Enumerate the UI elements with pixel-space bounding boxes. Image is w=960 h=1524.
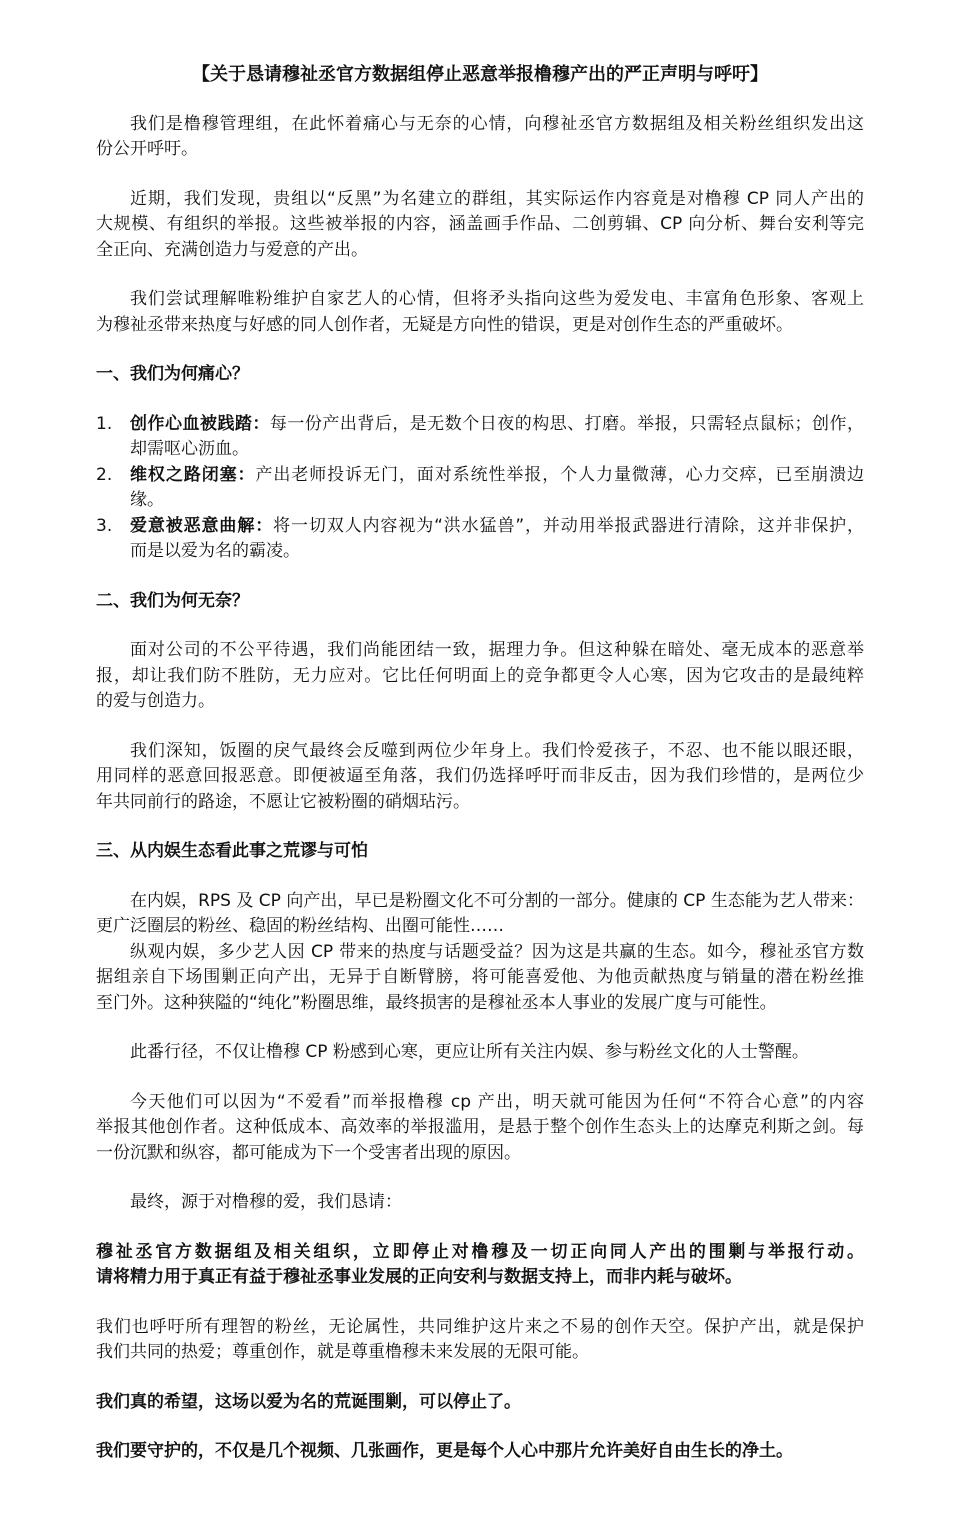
text-line: 年共同前行的路途，不愿让它被粉圈的硝烟玷污。 — [96, 791, 470, 812]
text-line: 一、我们为何痛心？ — [96, 364, 249, 384]
text-line: 为穆祉丞带来热度与好感的同人创作者，无疑是方向性的错误，更是对创作生态的严重破坏。 — [96, 314, 793, 335]
text-line: 我们真的希望，这场以爱为名的荒诞围剿，可以停止了。 — [96, 1391, 521, 1412]
section-heading — [96, 362, 864, 388]
text-line: 却需呕心沥血。 — [130, 439, 249, 459]
text-line: 我们尝试理解唯粉维护自家艺人的心情，但将矛头指向这些为爱发电、丰富角色形象、客观上 — [130, 289, 864, 309]
text-line: 我们深知，饭圈的戾气最终会反噬到两位少年身上。我们怜爱孩子，不忍、也不能以眼还眼， — [130, 740, 864, 761]
paragraph — [96, 889, 864, 940]
text-line: 此番行径，不仅让橹穆 CP 粉感到心寒，更应让所有关注内娱、参与粉丝文化的人士警醒。 — [130, 1042, 809, 1062]
list-number: 3. — [96, 515, 113, 536]
text-line: 我们是橹穆管理组，在此怀着痛心与无奈的心情，向穆祉丞官方数据组及相关粉丝组织发出这 — [130, 113, 864, 134]
paragraph — [96, 187, 864, 264]
text-line — [130, 514, 864, 540]
list-item-text: 将一切双人内容视为“洪水猛兽”，并动用举报武器进行清除，这并非保护， — [273, 515, 864, 536]
paragraph — [96, 638, 864, 715]
list-item-text: 产出老师投诉无门，面对系统性举报，个人力量微薄，心力交瘁，已至崩溃边 — [255, 464, 865, 485]
paragraph — [96, 287, 864, 338]
list-item — [96, 514, 864, 565]
text-line: 的爱与创造力。 — [96, 691, 215, 711]
text-line: 纵观内娱，多少艺人因 CP 带来的热度与话题受益？因为这是共赢的生态。如今，穆祉丞官方数 — [130, 941, 864, 962]
bold-paragraph — [96, 1439, 864, 1465]
list-number: 2. — [96, 464, 113, 485]
text-line: 更广泛圈层的粉丝、稳固的粉丝结构、出圈可能性…… — [96, 916, 504, 936]
text-line: 至门外。这种狭隘的“纯化”粉圈思维，最终损害的是穆祉丞本人事业的发展广度与可能性。 — [96, 992, 777, 1013]
text-line: 请将精力用于真正有益于穆祉丞事业发展的正向安利与数据支持上，而非内耗与破坏。 — [96, 1267, 742, 1287]
text-line: 今天他们可以因为“不爱看”而举报橹穆 cp 产出，明天就可能因为任何“不符合心意”的内容 — [130, 1091, 864, 1112]
text-line: 三、从内娱生态看此事之荒谬与可怕 — [96, 841, 368, 861]
title-text: 【关于恳请穆祉丞官方数据组停止恶意举报橹穆产出的严正声明与呼吁】 — [192, 64, 768, 85]
list-number: 1. — [96, 413, 113, 434]
section-heading — [96, 839, 864, 865]
section-heading — [96, 589, 864, 615]
text-line: 全正向、充满创造力与爱意的产出。 — [96, 239, 368, 260]
text-line: 用同样的恶意回报恶意。即便被逼至角落，我们仍选择呼吁而非反击，因为我们珍惜的，是两位少 — [96, 766, 864, 786]
text-line: 面对公司的不公平待遇，我们尚能团结一致，据理力争。但这种躲在暗处、毫无成本的恶意举 — [130, 640, 864, 660]
list-item — [96, 463, 864, 514]
document-body — [96, 112, 864, 1465]
text-line: 我们也呼吁所有理智的粉丝，无论属性，共同维护这片来之不易的创作天空。保护产出，就是保护 — [96, 1316, 864, 1337]
bold-paragraph — [96, 1390, 864, 1416]
paragraph — [96, 739, 864, 816]
text-line — [130, 463, 864, 489]
list-item-heading: 创作心血被践踏： — [130, 413, 270, 434]
paragraph — [96, 1090, 864, 1167]
text-line: 我们要守护的，不仅是几个视频、几张画作，更是每个人心中那片允许美好自由生长的净土。 — [96, 1441, 793, 1461]
text-line: 我们共同的热爱；尊重创作，就是尊重橹穆未来发展的无限可能。 — [96, 1342, 589, 1362]
text-line — [130, 412, 864, 438]
text-line: 份公开呼吁。 — [96, 139, 198, 159]
bold-paragraph — [96, 1240, 864, 1291]
text-line: 大规模、有组织的举报。这些被举报的内容，涵盖画手作品、二创剪辑、CP 向分析、舞台安利等完 — [96, 214, 864, 234]
list-item — [96, 412, 864, 463]
text-line: 据组亲自下场围剿正向产出，无异于自断臂膀，将可能喜爱他、为他贡献热度与销量的潜在粉丝推 — [96, 967, 864, 987]
text-line: 一份沉默和纵容，都可能成为下一个受害者出现的原因。 — [96, 1142, 521, 1163]
paragraph — [96, 1315, 864, 1366]
paragraph — [96, 940, 864, 1017]
text-line: 近期，我们发现，贵组以“反黑”为名建立的群组，其实际运作内容竟是对橹穆 CP 同人产出的 — [130, 188, 864, 209]
list-item-heading: 维权之路闭塞： — [130, 464, 256, 485]
text-line: 穆祉丞官方数据组及相关组织，立即停止对橹穆及一切正向同人产出的围剿与举报行动。 — [96, 1241, 864, 1262]
list-item-body — [130, 463, 864, 514]
document — [96, 62, 864, 1489]
text-line: 二、我们为何无奈？ — [96, 590, 249, 611]
paragraph — [96, 1040, 864, 1066]
text-line: 在内娱，RPS 及 CP 向产出，早已是粉圈文化不可分割的一部分。健康的 CP 生态能为艺人带来： — [130, 890, 864, 911]
list-item-text: 每一份产出背后，是无数个日夜的构思、打磨。举报，只需轻点鼠标；创作， — [269, 413, 865, 434]
list-item-body — [130, 412, 864, 463]
text-line: 举报其他创作者。这种低成本、高效率的举报滥用，是悬于整个创作生态头上的达摩克利斯之剑。每 — [96, 1117, 864, 1137]
list-item-body — [130, 514, 864, 565]
paragraph — [96, 112, 864, 163]
text-line: 缘。 — [130, 490, 164, 510]
list-item-heading: 爱意被恶意曲解： — [130, 515, 274, 536]
paragraph — [96, 1190, 864, 1216]
document-title — [96, 62, 864, 88]
text-line: 而是以爱为名的霸凌。 — [130, 541, 300, 561]
text-line: 报，却让我们防不胜防，无力应对。它比任何明面上的竞争都更令人心寒，因为它攻击的是最纯粹 — [96, 665, 864, 686]
text-line: 最终，源于对橹穆的爱，我们恳请： — [130, 1192, 402, 1212]
